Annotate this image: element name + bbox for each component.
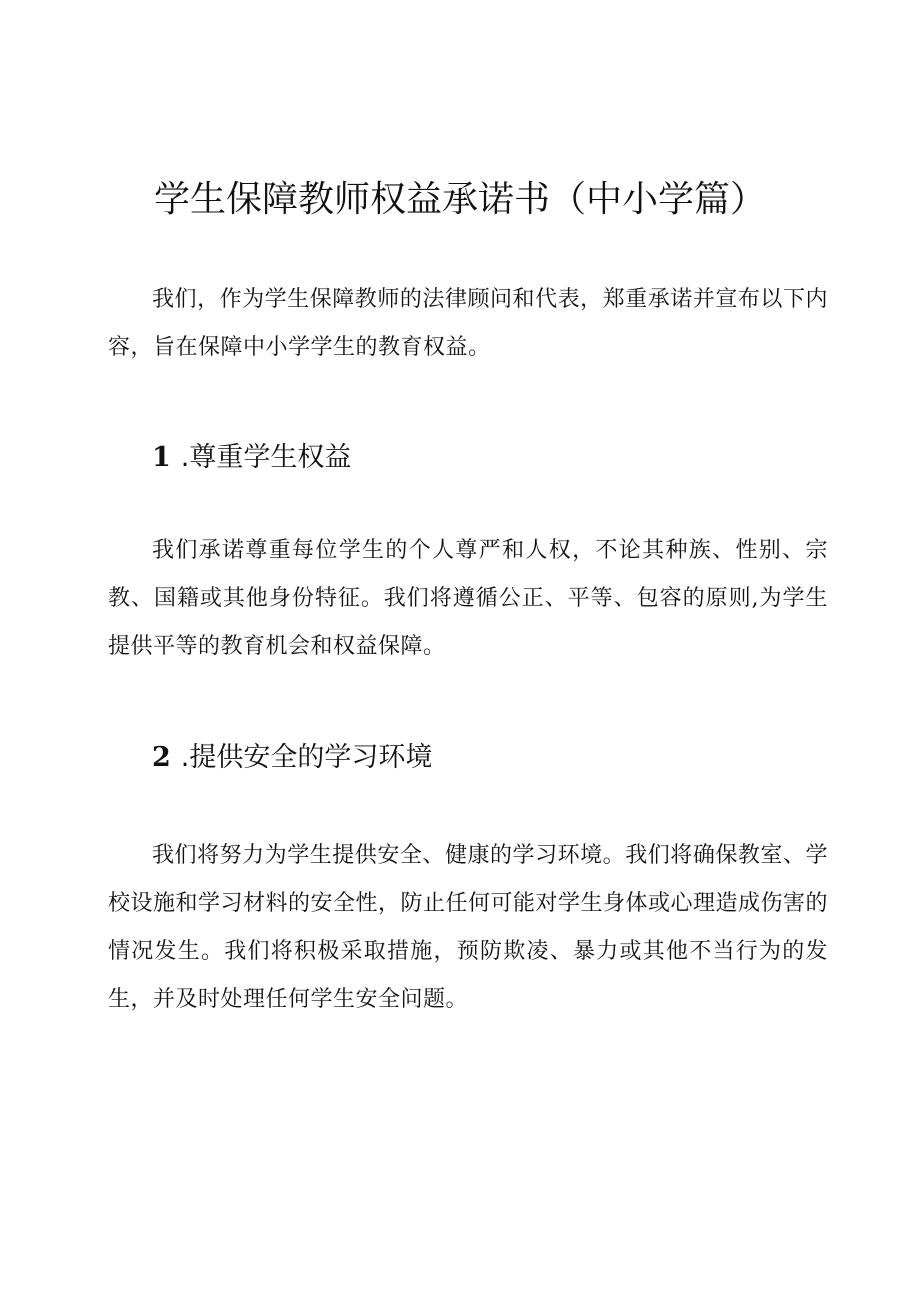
intro-paragraph: 我们，作为学生保障教师的法律顾问和代表，郑重承诺并宣布以下内容，旨在保障中小学学生的教育权益。: [108, 287, 828, 360]
section-1-body: 我们承诺尊重每位学生的个人尊严和人权，不论其种族、性别、宗教、国籍或其他身份特征。我们将遵循公正、平等、包容的原则,为学生提供平等的教育机会和权益保障。: [108, 538, 828, 659]
section-2-body: 我们将努力为学生提供安全、健康的学习环境。我们将确保教室、学校设施和学习材料的安全性，防止任何可能对学生身体或心理造成伤害的情况发生。我们将积极采取措施，预防欺凌、暴力或其他不当行为的发生，并及时处理任何学生安全问题。: [108, 843, 829, 1012]
section-1-title: .尊重学生权益: [180, 442, 352, 473]
section-1-number: 1: [152, 442, 171, 473]
section-2-heading: [152, 738, 432, 778]
section-2-number: 2: [152, 742, 171, 773]
section-2-title: .提供安全的学习环境: [180, 742, 433, 773]
document-title: 学生保障教师权益承诺书（中小学篇）: [153, 179, 766, 220]
section-1-heading: [152, 438, 351, 478]
